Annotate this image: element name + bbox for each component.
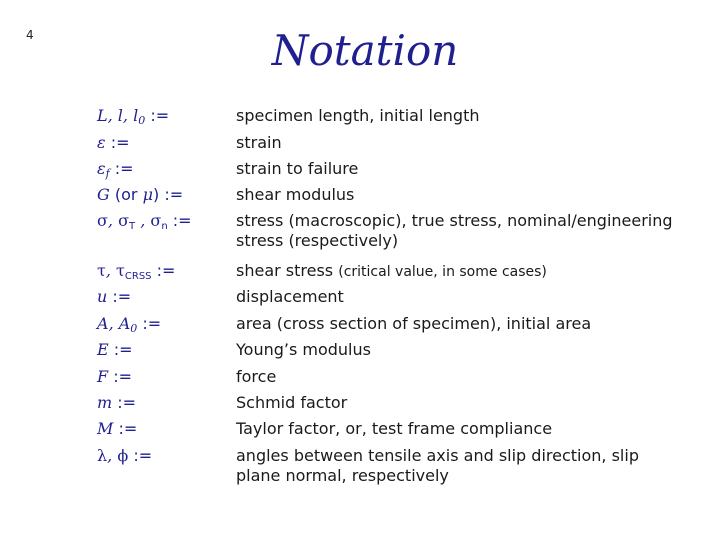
desc-schmid-factor: Schmid factor [236,393,348,412]
symbol-shear-stress: τ, $\tau_{CRSS}$ := [97,261,176,282]
desc-area: area (cross section of specimen), initial area [236,314,592,333]
desc-angles [236,446,686,486]
symbol-schmid-factor: m := [97,393,137,412]
symbol-taylor-factor: M := [97,419,138,438]
desc-strain-to-failure: strain to failure [236,159,359,178]
symbol-length: L, l, $l_0$ := [97,106,170,127]
desc-angles-line1: angles between tensile axis and slip direction, slip [236,446,639,465]
desc-shear-stress: shear stress (critical value, in some cases) [236,261,547,280]
symbol-strain-to-failure: $\varepsilon_f$ := [97,159,134,180]
symbol-area: A, $A_0$ := [97,314,162,335]
symbol-youngs-modulus: E := [97,340,133,359]
symbol-force: F := [97,367,132,386]
desc-stress-line1: stress (macroscopic), true stress, nominal/engineering [236,211,673,230]
desc-force: force [236,367,277,386]
desc-stress [236,211,686,251]
desc-shear-modulus: shear modulus [236,185,355,204]
desc-length: specimen length, initial length [236,106,480,125]
symbol-strain: ε := [97,133,130,152]
desc-youngs-modulus: Young’s modulus [236,340,371,359]
page-number: 4 [26,28,34,42]
desc-taylor-factor: Taylor factor, or, test frame compliance [236,419,553,438]
desc-angles-line2: plane normal, respectively [236,466,449,485]
symbol-shear-modulus: G (or μ) := [97,185,184,204]
page-title: Notation [271,26,459,75]
symbol-angles: λ, ϕ := [97,446,153,465]
symbol-displacement: u := [97,287,132,306]
desc-stress-line2: stress (respectively) [236,231,399,250]
desc-strain: strain [236,133,282,152]
desc-displacement: displacement [236,287,344,306]
symbol-stress: σ, $\sigma_T$ , $\sigma_n$ := [97,211,192,232]
